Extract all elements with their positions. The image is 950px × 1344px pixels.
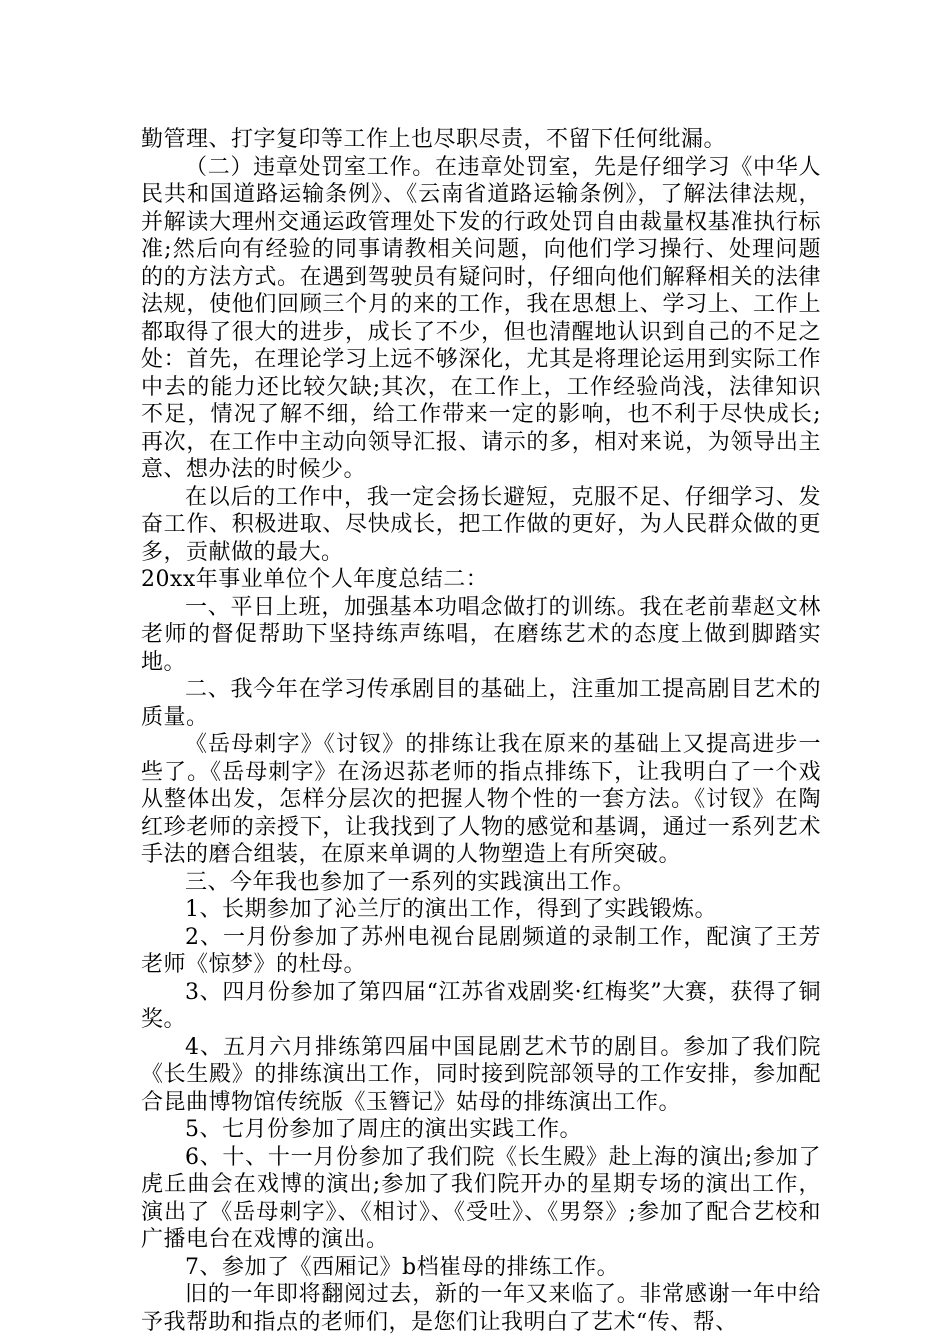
document-body (141, 126, 821, 1336)
list-item: 4、五月六月排练第四届中国昆剧艺术节的剧目。参加了我们院《长生殿》的排练演出工作，同时接到院部领导的工作安排，参加配合昆曲博物馆传统版《玉簪记》姑母的排练演出工作。 (141, 1034, 821, 1115)
list-item: 1、长期参加了沁兰厅的演出工作，得到了实践锻炼。 (185, 897, 717, 922)
paragraph: 一、平日上班，加强基本功唱念做打的训练。我在老前辈赵文林老师的督促帮助下坚持练声练唱，在磨练艺术的态度上做到脚踏实地。 (141, 594, 821, 675)
paragraph: 勤管理、打字复印等工作上也尽职尽责，不留下任何纰漏。 (141, 127, 727, 152)
list-item: 6、十、十一月份参加了我们院《长生殿》赴上海的演出;参加了虎丘曲会在戏博的演出;参加了我们院开办的星期专场的演出工作，演出了《岳母刺字》、《相讨》、《受吐》、《男祭》;参加了配合艺校和广播电台在戏博的演出。 (141, 1144, 821, 1252)
paragraph: 《岳母刺字》《讨钗》的排练让我在原来的基础上又提高进步一些了。《岳母刺字》在汤迟荪老师的指点排练下，让我明白了一个戏从整体出发，怎样分层次的把握人物个性的一套方法。《讨钗》在陶红珍老师的亲授下，让我找到了人物的感觉和基调，通过一系列艺术手法的磨合组装，在原来单调的人物塑造上有所突破。 (141, 732, 821, 867)
list-item: 2、一月份参加了苏州电视台昆剧频道的录制工作，配演了王芳老师《惊梦》的杜母。 (141, 924, 821, 977)
paragraph: 三、今年我也参加了一系列的实践演出工作。 (185, 869, 636, 895)
list-item: 7、参加了《西厢记》b档崔母的排练工作。 (185, 1254, 620, 1280)
section-heading: 20xx年事业单位个人年度总结二： (141, 567, 489, 592)
paragraph: 在以后的工作中，我一定会扬长避短，克服不足、仔细学习、发奋工作、积极进取、尽快成长，把工作做的更好，为人民群众做的更多，贡献做的最大。 (141, 484, 821, 565)
paragraph: 旧的一年即将翻阅过去，新的一年又来临了。非常感谢一年中给予我帮助和指点的老师们，是您们让我明白了艺术“传、帮、 (141, 1282, 821, 1335)
paragraph: （二）违章处罚室工作。在违章处罚室，先是仔细学习《中华人民共和国道路运输条例》、《云南省道路运输条例》，了解法律法规，并解读大理州交通运政管理处下发的行政处罚自由裁量权基准执行标准;然后向有经验的同事请教相关问题，向他们学习操行、处理问题的的方法方式。在遇到驾驶员有疑问时，仔细向他们解释相关的法律法规，使他们回顾三个月的来的工作，我在思想上、学习上、工作上都取得了很大的进步，成长了不少，但也清醒地认识到自己的不足之处：首先，在理论学习上远不够深化，尤其是将理论运用到实际工作中去的能力还比较欠缺;其次，在工作上，工作经验尚浅，法律知识不足，情况了解不细，给工作带来一定的影响，也不利于尽快成长;再次，在工作中主动向领导汇报、请示的多，相对来说，为领导出主意、想办法的时候少。 (141, 154, 821, 482)
paragraph: 二、我今年在学习传承剧目的基础上，注重加工提高剧目艺术的质量。 (141, 677, 821, 730)
list-item: 3、四月份参加了第四届“江苏省戏剧奖·红梅奖”大赛，获得了铜奖。 (141, 979, 821, 1032)
list-item: 5、七月份参加了周庄的演出实践工作。 (185, 1117, 582, 1142)
